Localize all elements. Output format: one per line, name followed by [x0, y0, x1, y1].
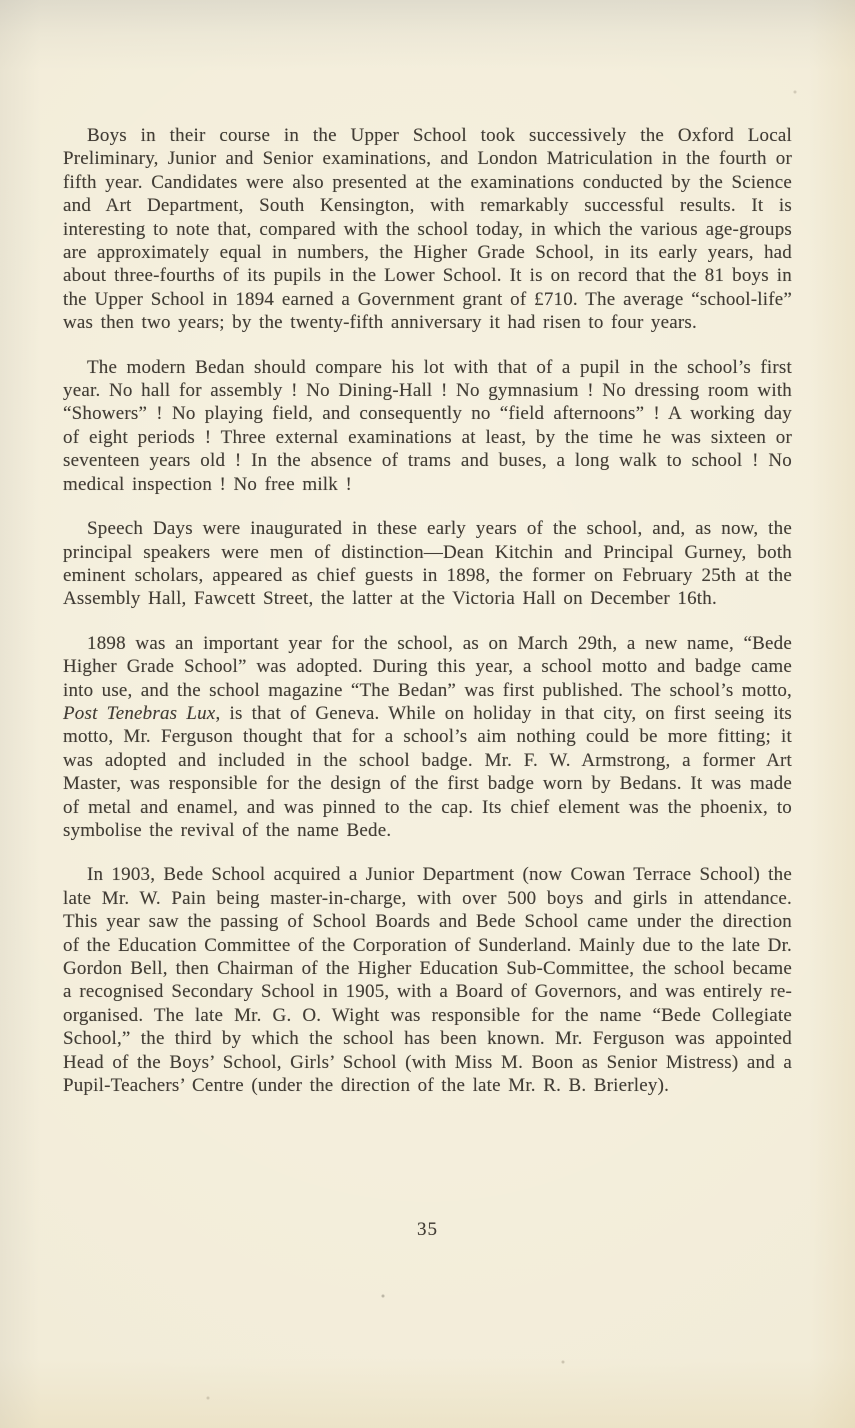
paragraph-3 [63, 517, 792, 611]
text-block [63, 124, 792, 1097]
text-run: Boys in their course in the Upper School took successively the Oxford Local Preliminary, Junior and Senior examinations, and London Matriculation in the fourth or fifth year. Candidates were also presented at the examinations conducted by the Science and Art Department, South Kensington, with remarkably successful results. It is interesting to note that, compared with the school today, in which the various age-groups are approximately equal in numbers, the Higher Grade School, in its early years, had about three-fourths of its pupils in the Lower School. It is on record that the 81 boys in the Upper School in 1894 earned a Government grant of £710. The average “school-life” was then two years; by the twenty-fifth anniversary it had risen to four years. [63, 125, 792, 334]
paragraph-2 [63, 356, 792, 496]
text-run: The modern Bedan should compare his lot with that of a pupil in the school’s first year. No hall for assembly ! No Dining-Hall ! No gymnasium ! No dressing room with “Showers” ! No playing field, and consequently no “field afternoons” ! A working day of eight periods ! Three external examinations at least, by the time he was sixteen or seventeen years old ! In the absence of trams and buses, a long walk to school ! No medical inspection ! No free milk ! [63, 356, 792, 495]
paragraph-4 [63, 632, 792, 843]
text-run: Speech Days were inaugurated in these early years of the school, and, as now, the principal speakers were men of distinction—Dean Kitchin and Principal Gurney, both eminent scholars, appeared as chief guests in 1898, the former on February 25th at the Assembly Hall, Fawcett Street, the latter at the Victoria Hall on December 16th. [63, 518, 792, 610]
text-run: In 1903, Bede School acquired a Junior Department (now Cowan Terrace School) the late Mr. W. Pain being master-in-charge, with over 500 boys and girls in attendance. This year saw the passing of School Boards and Bede School came under the direction of the Education Committee of the Corporation of Sunderland. Mainly due to the late Dr. Gordon Bell, then Chairman of the Higher Education Sub-Committee, the school became a recognised Secondary School in 1905, with a Board of Governors, and was entirely re-organised. The late Mr. G. O. Wight was responsible for the name “Bede Collegiate School,” the third by which the school has been known. Mr. Ferguson was appointed Head of the Boys’ School, Girls’ School (with Miss M. Boon as Senior Mistress) and a Pupil-Teachers’ Centre (under the direction of the late Mr. R. B. Brierley). [63, 864, 792, 1097]
italic-text-run: Post Tenebras Lux [63, 702, 216, 724]
text-run: 1898 was an important year for the school, as on March 29th, a new name, “Bede Higher Grade School” was adopted. During this year, a school motto and badge came into use, and the school magazine “The Bedan” was first published. The school’s motto, [63, 632, 792, 701]
text-run: , is that of Geneva. While on holiday in that city, on first seeing its motto, Mr. Ferguson thought that for a school’s aim nothing could be more fitting; it was adopted and included in the school badge. Mr. F. W. Armstrong, a former Art Master, was responsible for the design of the first badge worn by Bedans. It was made of metal and enamel, and was pinned to the cap. Its chief element was the phoenix, to symbolise the revival of the name Bede. [63, 702, 793, 841]
page-number: 35 [417, 1219, 438, 1240]
paragraph-1 [63, 124, 792, 335]
paragraph-5 [63, 863, 792, 1097]
